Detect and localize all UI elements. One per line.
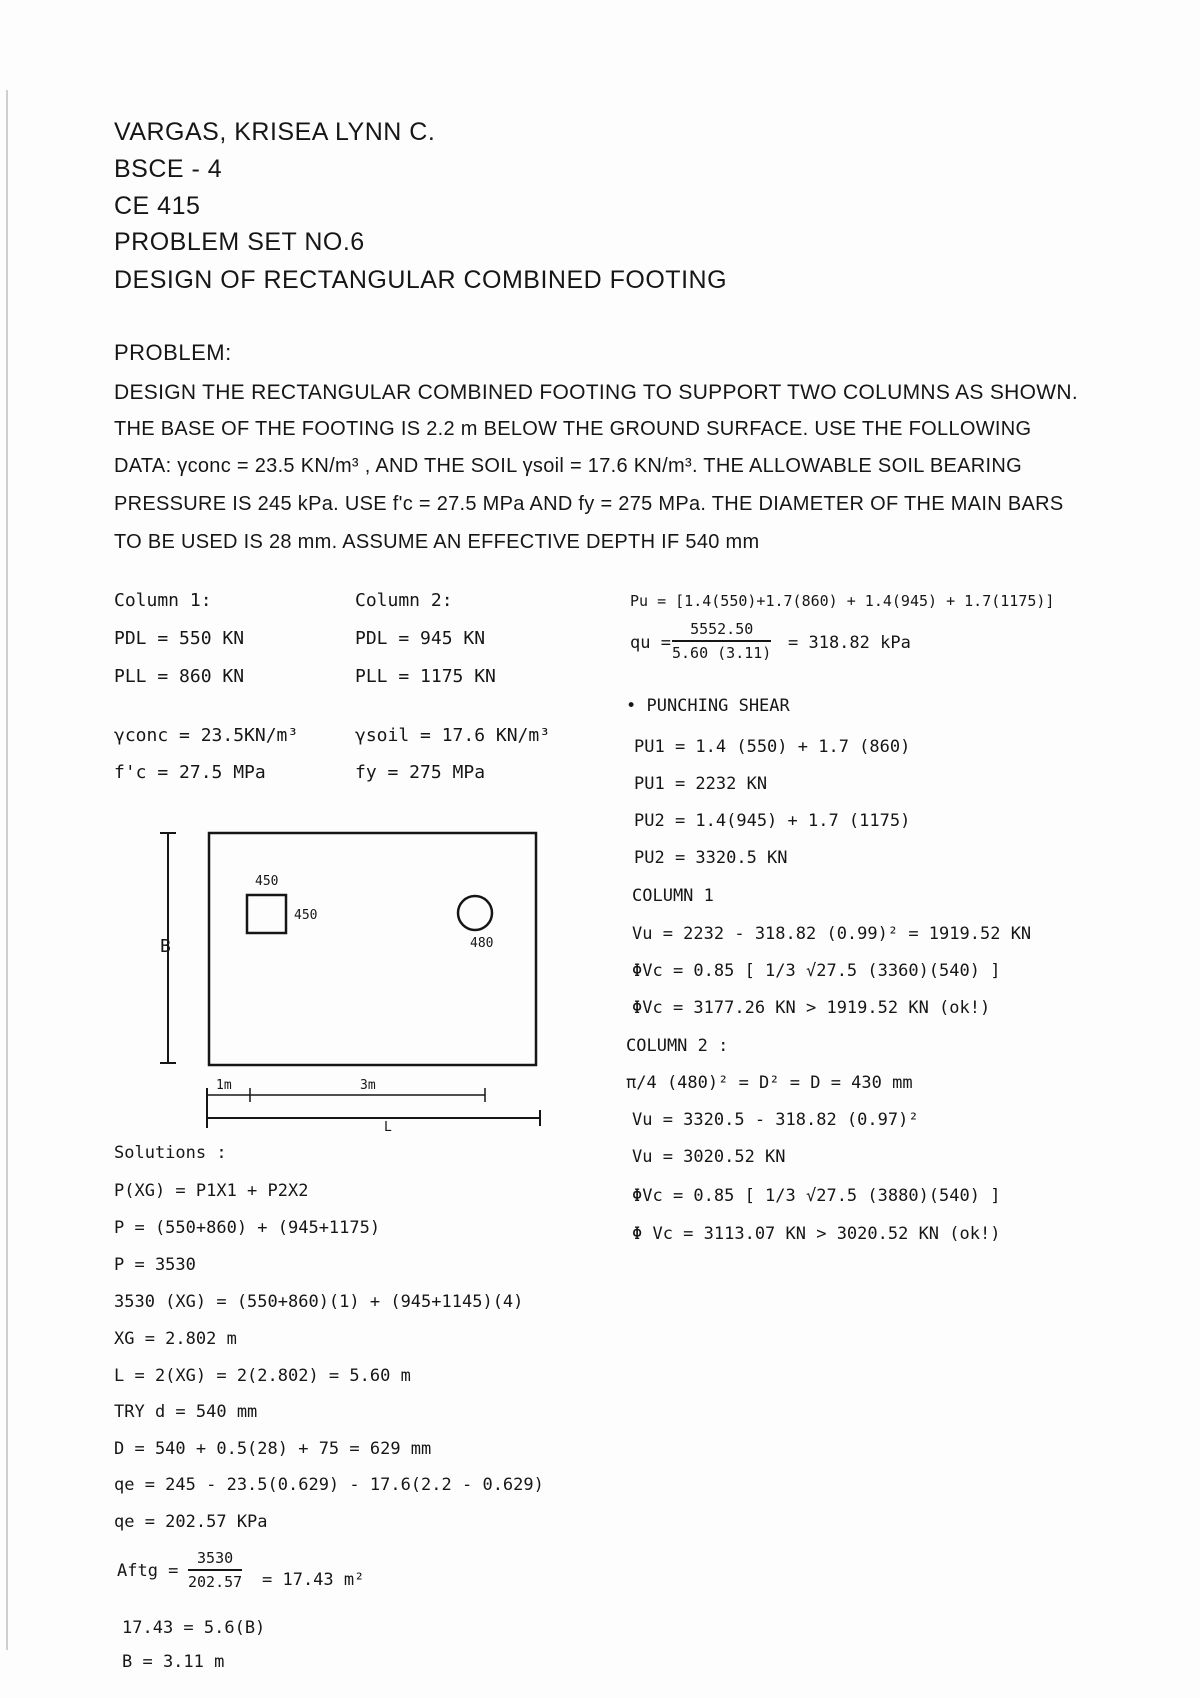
right-line: PU2 = 1.4(945) + 1.7 (1175) <box>634 811 911 831</box>
circular-column <box>458 896 492 930</box>
dim-1m-label: 1m <box>216 1078 232 1093</box>
dim-3m-label: 3m <box>360 1078 376 1093</box>
fraction-bar <box>188 1569 242 1571</box>
right-line: PU2 = 3320.5 KN <box>634 848 788 868</box>
problem-line: PRESSURE IS 245 kPa. USE f'c = 27.5 MPa AND fy = 275 MPa. THE DIAMETER OF THE MAIN BARS <box>114 493 1064 515</box>
fy-value: fy = 275 MPa <box>355 762 486 783</box>
aftg-result: = 17.43 m² <box>262 1570 365 1590</box>
b-result: B = 3.11 m <box>122 1652 225 1672</box>
fc-value: f'c = 27.5 MPa <box>114 762 266 783</box>
column-1-heading: COLUMN 1 <box>632 886 714 906</box>
aftg-numerator: 3530 <box>197 1549 234 1567</box>
right-line: Vu = 2232 - 318.82 (0.99)² = 1919.52 KN <box>632 924 1032 944</box>
solution-line: P(XG) = P1X1 + P2X2 <box>114 1181 309 1201</box>
right-line: ΦVc = 0.85 [ 1/3 √27.5 (3880)(540) ] <box>632 1186 1001 1206</box>
col1-pdl: PDL = 550 KN <box>114 628 245 649</box>
solution-line: P = 3530 <box>114 1255 196 1275</box>
col2-pll: PLL = 1175 KN <box>355 666 496 687</box>
program: BSCE - 4 <box>114 155 223 183</box>
problem-set: PROBLEM SET NO.6 <box>114 228 365 256</box>
fraction-bar <box>672 640 771 642</box>
solutions-title: Solutions : <box>114 1143 227 1163</box>
punching-shear-heading: • PUNCHING SHEAR <box>626 696 790 716</box>
solution-line: TRY d = 540 mm <box>114 1402 258 1422</box>
solution-line: L = 2(XG) = 2(2.802) = 5.60 m <box>114 1366 411 1386</box>
gamma-conc: γconc = 23.5KN/m³ <box>114 725 299 746</box>
topic-title: DESIGN OF RECTANGULAR COMBINED FOOTING <box>114 266 728 294</box>
square-column <box>247 895 286 933</box>
student-name: VARGAS, KRISEA LYNN C. <box>114 118 436 146</box>
b-equation: 17.43 = 5.6(B) <box>122 1618 266 1638</box>
right-line: π/4 (480)² = D² = D = 430 mm <box>626 1073 913 1093</box>
aftg-fraction <box>188 1549 242 1591</box>
right-line: PU1 = 1.4 (550) + 1.7 (860) <box>634 737 911 757</box>
col1-height-label: 450 <box>294 908 318 923</box>
right-line: ΦVc = 0.85 [ 1/3 √27.5 (3360)(540) ] <box>632 961 1001 981</box>
column-2-heading: COLUMN 2 : <box>626 1036 729 1056</box>
col2-title: Column 2: <box>355 590 453 611</box>
right-line: Vu = 3020.52 KN <box>632 1147 786 1167</box>
aftg-label: Aftg = <box>117 1561 179 1581</box>
problem-line: DESIGN THE RECTANGULAR COMBINED FOOTING TO SUPPORT TWO COLUMNS AS SHOWN. <box>114 381 1078 404</box>
solution-line: qe = 245 - 23.5(0.629) - 17.6(2.2 - 0.629) <box>114 1475 544 1495</box>
course: CE 415 <box>114 192 201 220</box>
qu-denominator: 5.60 (3.11) <box>672 643 772 662</box>
qu-result: = 318.82 kPa <box>788 633 911 653</box>
problem-line: THE BASE OF THE FOOTING IS 2.2 m BELOW THE GROUND SURFACE. USE THE FOLLOWING <box>114 418 1032 440</box>
right-line: ΦVc = 3177.26 KN > 1919.52 KN (ok!) <box>632 998 991 1018</box>
solution-line: qe = 202.57 KPa <box>114 1512 268 1532</box>
aftg-denominator: 202.57 <box>188 1572 243 1591</box>
qu-numerator: 5552.50 <box>690 620 754 638</box>
solution-line: 3530 (XG) = (550+860)(1) + (945+1145)(4) <box>114 1292 524 1312</box>
right-line: Φ Vc = 3113.07 KN > 3020.52 KN (ok!) <box>632 1224 1001 1244</box>
gamma-soil: γsoil = 17.6 KN/m³ <box>355 725 551 746</box>
problem-line: TO BE USED IS 28 mm. ASSUME AN EFFECTIVE DEPTH IF 540 mm <box>114 531 760 553</box>
col2-pdl: PDL = 945 KN <box>355 628 486 649</box>
right-line: Vu = 3320.5 - 318.82 (0.97)² <box>632 1110 919 1130</box>
qu-label: qu = <box>630 633 671 653</box>
problem-label: PROBLEM: <box>114 340 232 365</box>
l-label: L <box>384 1120 392 1135</box>
solution-line: XG = 2.802 m <box>114 1329 237 1349</box>
solution-line: D = 540 + 0.5(28) + 75 = 629 mm <box>114 1439 432 1459</box>
col2-diameter-label: 480 <box>470 936 494 951</box>
pu-equation: Pu = [1.4(550)+1.7(860) + 1.4(945) + 1.7(1175)] <box>630 592 1055 610</box>
b-label: B <box>160 936 171 957</box>
col1-pll: PLL = 860 KN <box>114 666 245 687</box>
problem-line: DATA: γconc = 23.5 KN/m³ , AND THE SOIL γsoil = 17.6 KN/m³. THE ALLOWABLE SOIL BEARING <box>114 455 1022 477</box>
col1-title: Column 1: <box>114 590 212 611</box>
solution-line: P = (550+860) + (945+1175) <box>114 1218 381 1238</box>
qu-fraction <box>672 620 771 662</box>
col1-width-label: 450 <box>255 874 279 889</box>
right-line: PU1 = 2232 KN <box>634 774 768 794</box>
